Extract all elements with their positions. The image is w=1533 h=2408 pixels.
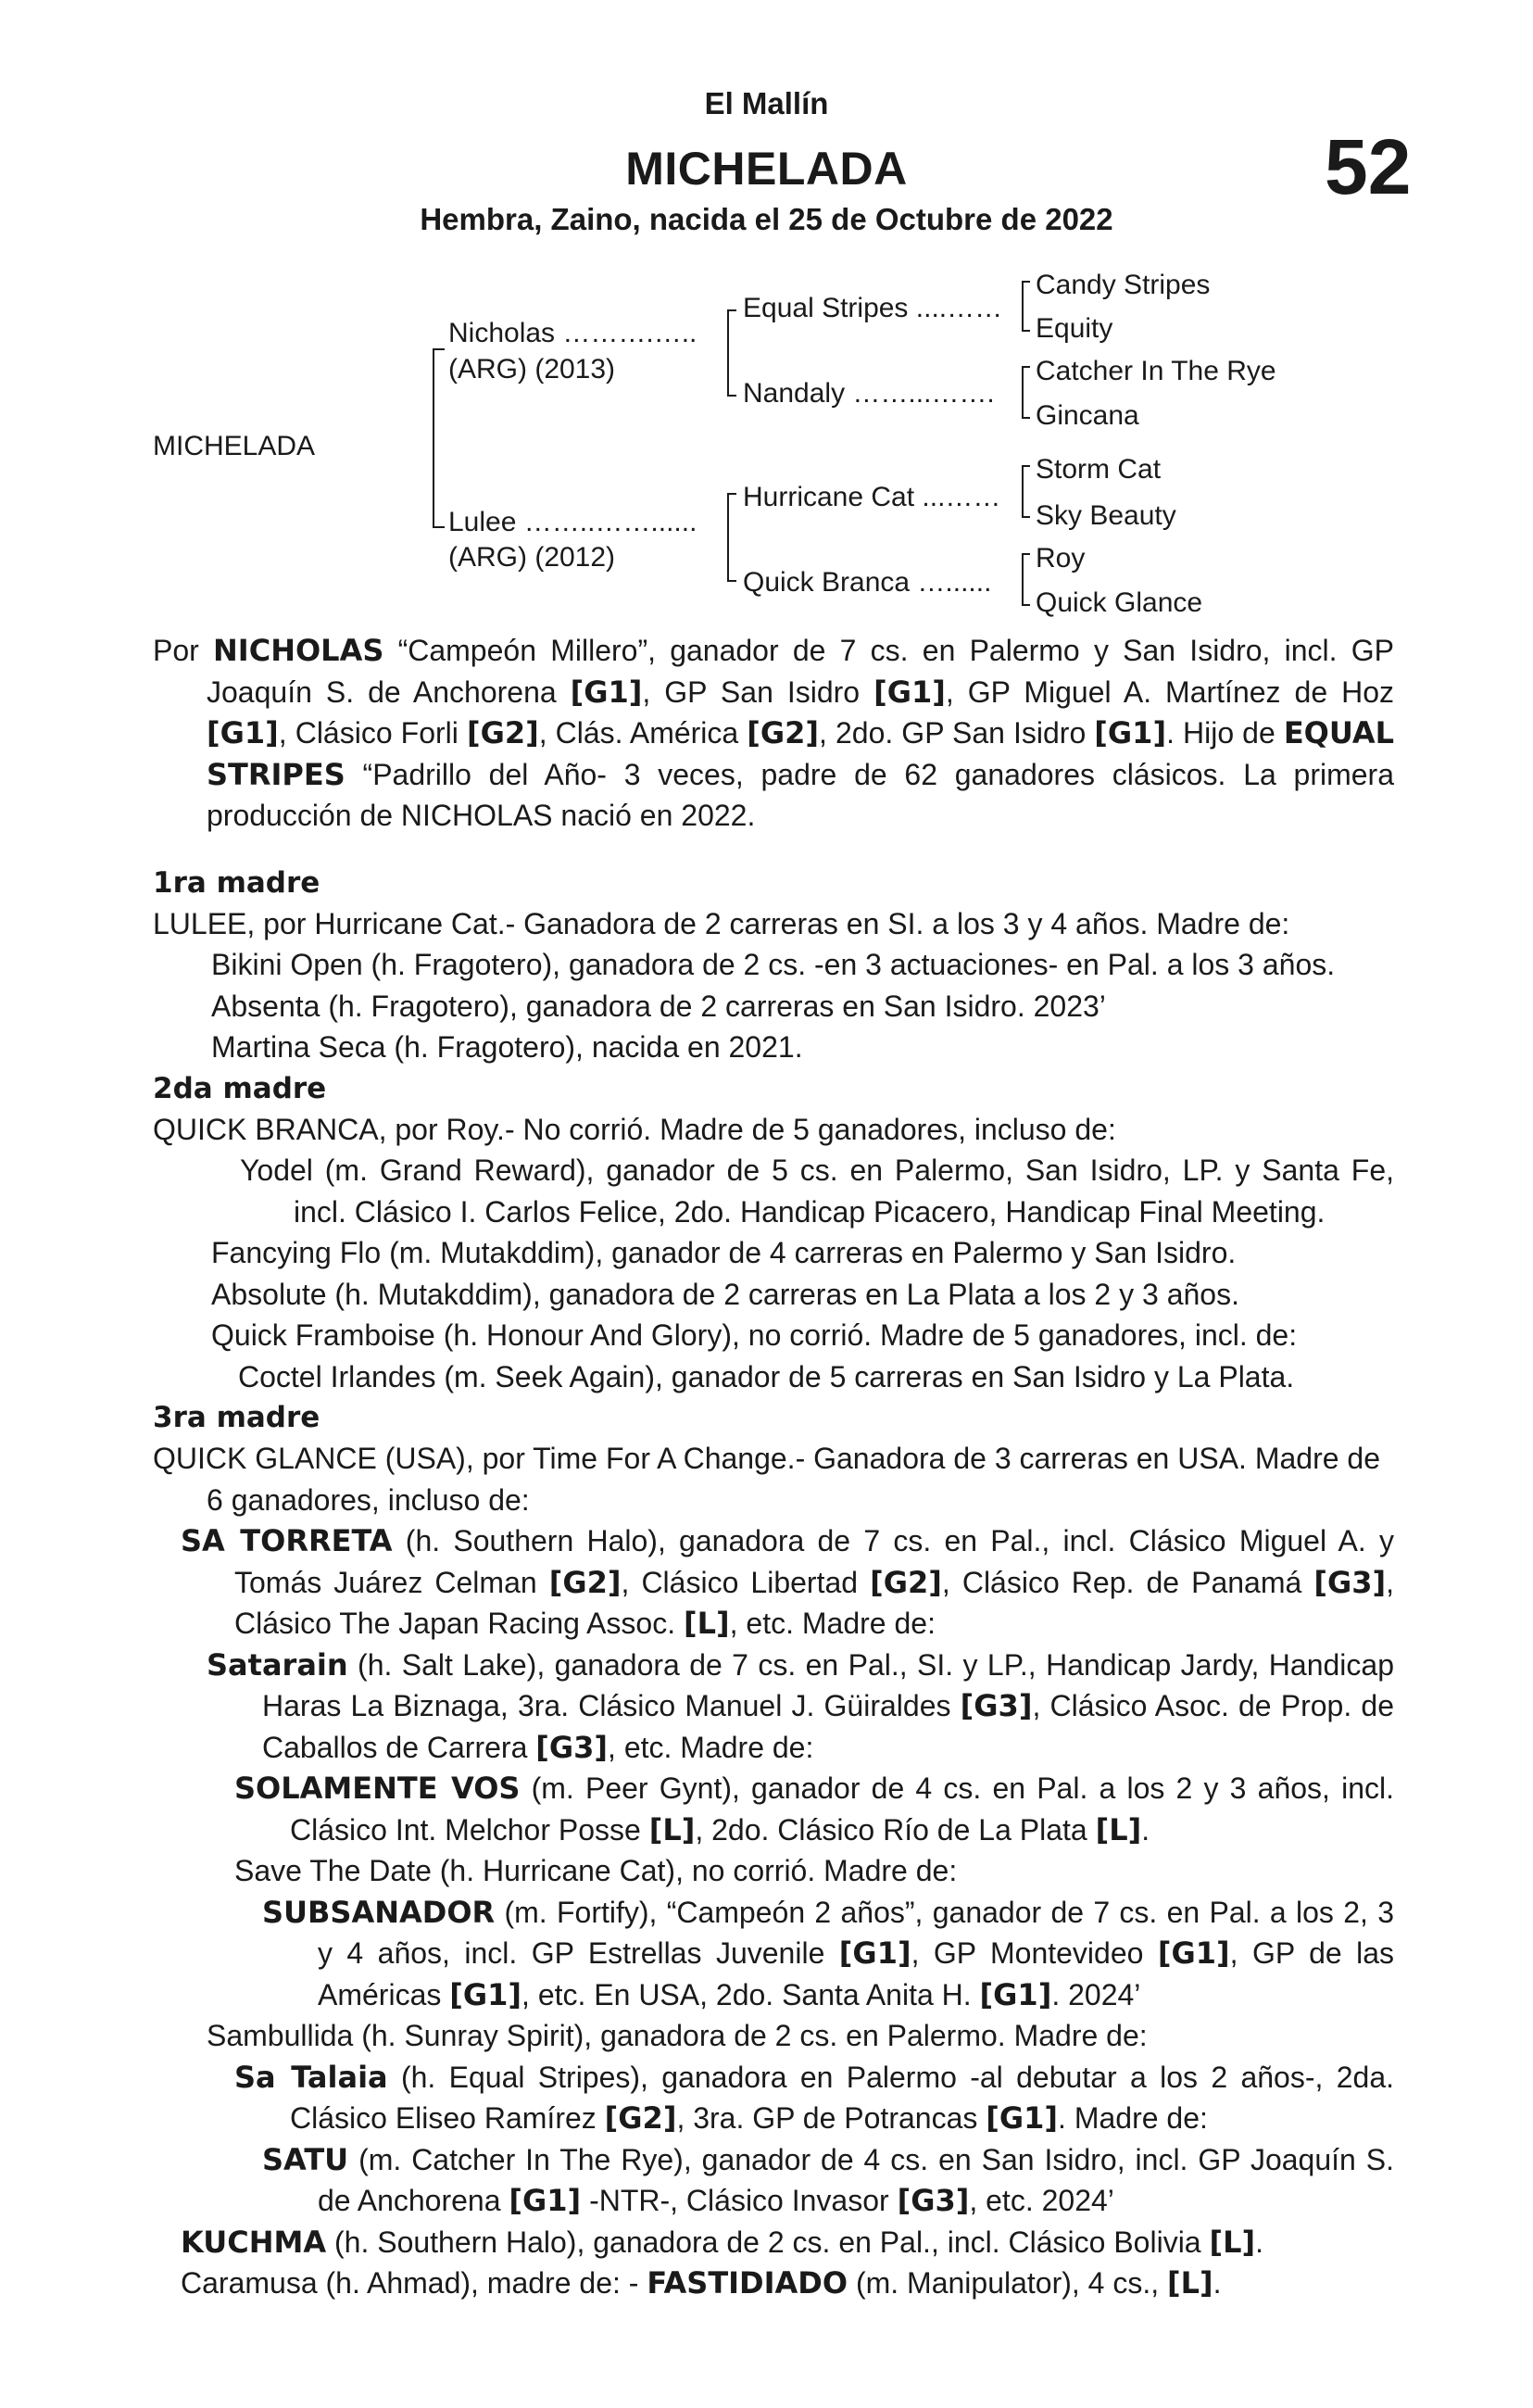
catalog-body — [153, 630, 1394, 2304]
second-dam-heading: 2da madre — [153, 1071, 327, 1105]
bracket-line — [1022, 553, 1030, 555]
first-dam-heading: 1ra madre — [153, 865, 320, 900]
produce-item: Fancying Flo (m. Mutakddim), ganador de 4 carreras en Palermo y San Isidro. — [211, 1236, 1237, 1269]
produce-item: Sambullida (h. Sunray Spirit), ganadora de 2 cs. en Palermo. Madre de: — [207, 2019, 1148, 2052]
bracket-line — [727, 580, 736, 582]
third-dam-heading: 3ra madre — [153, 1401, 320, 1434]
farm-name: El Mallín — [704, 86, 829, 120]
bracket-line — [1022, 281, 1030, 283]
bracket-line — [1022, 330, 1030, 332]
produce-item: SOLAMENTE VOS (m. Peer Gynt), ganador de 4 cs. en Pal. a los 2 y 3 años, incl. Clásico Int. Melchor Posse [L], 2do. Clásico Río de La Plata [L]. — [234, 1771, 1395, 1847]
pedigree-subject: MICHELADA — [153, 431, 316, 461]
ancestor-dds: Roy — [1036, 543, 1086, 574]
horse-description: Hembra, Zaino, nacida el 25 de Octubre de 2022 — [420, 202, 1113, 236]
dam-name: Lulee ……..……...... — [448, 507, 697, 537]
dam-dam: Quick Branca …...... — [743, 567, 992, 598]
bracket-line — [1022, 281, 1024, 332]
bracket-line — [433, 526, 445, 528]
bracket-line — [433, 348, 434, 528]
produce-item: Quick Framboise (h. Honour And Glory), no corrió. Madre de 5 ganadores, incl. de: — [211, 1318, 1298, 1352]
dam-origin: (ARG) (2012) — [448, 542, 616, 573]
bracket-line — [1022, 516, 1030, 518]
horse-name: MICHELADA — [625, 143, 908, 195]
bracket-line — [1022, 553, 1024, 606]
bracket-line — [1022, 417, 1030, 419]
ancestor-sdd: Gincana — [1036, 400, 1139, 431]
bracket-line — [727, 309, 729, 397]
third-dam-line: QUICK GLANCE (USA), por Time For A Change.- Ganadora de 3 carreras en USA. Madre de 6 ganadores, incluso de: — [153, 1442, 1380, 1517]
produce-item: Satarain (h. Salt Lake), ganadora de 7 cs. en Pal., SI. y LP., Handicap Jardy, Handicap Haras La Biznaga, 3ra. Clásico Manuel J. Güiraldes [G3], Clásico Asoc. de Prop. de Caballos de Carrera [G3], etc. Madre de: — [207, 1646, 1395, 1765]
produce-item: Martina Seca (h. Fragotero), nacida en 2021. — [211, 1030, 803, 1064]
ancestor-ssd: Equity — [1036, 313, 1113, 344]
produce-item: SA TORRETA (h. Southern Halo), ganadora de 7 cs. en Pal., incl. Clásico Miguel A. y Tomás Juárez Celman [G2], Clásico Libertad [G2], Clásico Rep. de Panamá [G3], Clásico The Japan Racing Assoc. [L], etc. Madre de: — [181, 1523, 1395, 1641]
produce-item: Absolute (h. Mutakddim), ganadora de 2 carreras en La Plata a los 2 y 3 años. — [211, 1277, 1239, 1311]
bracket-line — [727, 493, 729, 582]
bracket-line — [1022, 366, 1030, 368]
produce-subitem: Coctel Irlandes (m. Seek Again), ganador de 5 carreras en San Isidro y La Plata. — [238, 1359, 1295, 1393]
bracket-line — [1022, 366, 1024, 419]
first-dam-line: LULEE, por Hurricane Cat.- Ganadora de 2 carreras en SI. a los 3 y 4 años. Madre de: — [153, 906, 1290, 940]
dam-sire: Hurricane Cat ...…… — [743, 482, 1001, 512]
produce-item: Caramusa (h. Ahmad), madre de: - FASTIDIADO (m. Manipulator), 4 cs., [L]. — [181, 2265, 1222, 2301]
sire-name: Nicholas ……….….. — [448, 318, 697, 348]
ancestor-dsd: Sky Beauty — [1036, 500, 1176, 531]
ancestor-ddd: Quick Glance — [1036, 587, 1203, 618]
ancestor-dss: Storm Cat — [1036, 454, 1162, 485]
ancestor-sds: Catcher In The Rye — [1036, 356, 1276, 386]
bracket-line — [1022, 604, 1030, 606]
produce-item: Sa Talaia (h. Equal Stripes), ganadora en Palermo -al debutar a los 2 años-, 2da. Clásico Eliseo Ramírez [G2], 3ra. GP de Potrancas [G1]. Madre de: — [234, 2059, 1395, 2136]
lot-number: 52 — [1325, 123, 1412, 210]
ancestor-sss: Candy Stripes — [1036, 270, 1211, 300]
produce-item: Yodel (m. Grand Reward), ganador de 5 cs. en Palermo, San Isidro, LP. y Santa Fe, incl. Clásico I. Carlos Felice, 2do. Handicap Picacero, Handicap Final Meeting. — [240, 1154, 1394, 1229]
second-dam-line: QUICK BRANCA, por Roy.- No corrió. Madre de 5 ganadores, incluso de: — [153, 1112, 1116, 1146]
bracket-line — [1022, 465, 1030, 467]
produce-item: Bikini Open (h. Fragotero), ganadora de 2 cs. -en 3 actuaciones- en Pal. a los 3 años. — [211, 948, 1336, 981]
produce-item: SATU (m. Catcher In The Rye), ganador de 4 cs. en San Isidro, incl. GP Joaquín S. de Anchorena [G1] -NTR-, Clásico Invasor [G3], etc. 2024’ — [262, 2141, 1394, 2218]
sire-paragraph: Por NICHOLAS “Campeón Millero”, ganador de 7 cs. en Palermo y San Isidro, incl. GP Joaquín S. de Anchorena [G1], GP San Isidro [G1], GP Miguel A. Martínez de Hoz [G1], Clásico Forli [G2], Clás. América [G2], 2do. GP San Isidro [G1]. Hijo de EQUAL STRIPES “Padrillo del Año- 3 veces, padre de 62 ganadores clásicos. La primera producción de NICHOLAS nació en 2022. — [153, 633, 1395, 832]
sire-dam: Nandaly ……...……. — [743, 378, 995, 409]
bracket-line — [727, 395, 736, 397]
sire-sire: Equal Stripes ....…… — [743, 293, 1003, 323]
bracket-line — [727, 493, 736, 495]
bracket-line — [1022, 465, 1024, 518]
produce-item: SUBSANADOR (m. Fortify), “Campeón 2 años”, ganador de 7 cs. en Pal. a los 2, 3 y 4 años, incl. GP Estrellas Juvenile [G1], GP Montevideo [G1], GP de las Américas [G1], etc. En USA, 2do. Santa Anita H. [G1]. 2024’ — [262, 1894, 1395, 2012]
bracket-line — [727, 309, 736, 311]
sire-origin: (ARG) (2013) — [448, 354, 616, 385]
produce-item: KUCHMA (h. Southern Halo), ganadora de 2 cs. en Pal., incl. Clásico Bolivia [L]. — [181, 2224, 1264, 2260]
bracket-line — [433, 348, 445, 350]
produce-item: Absenta (h. Fragotero), ganadora de 2 carreras en San Isidro. 2023’ — [211, 989, 1106, 1023]
produce-item: Save The Date (h. Hurricane Cat), no corrió. Madre de: — [234, 1854, 958, 1887]
